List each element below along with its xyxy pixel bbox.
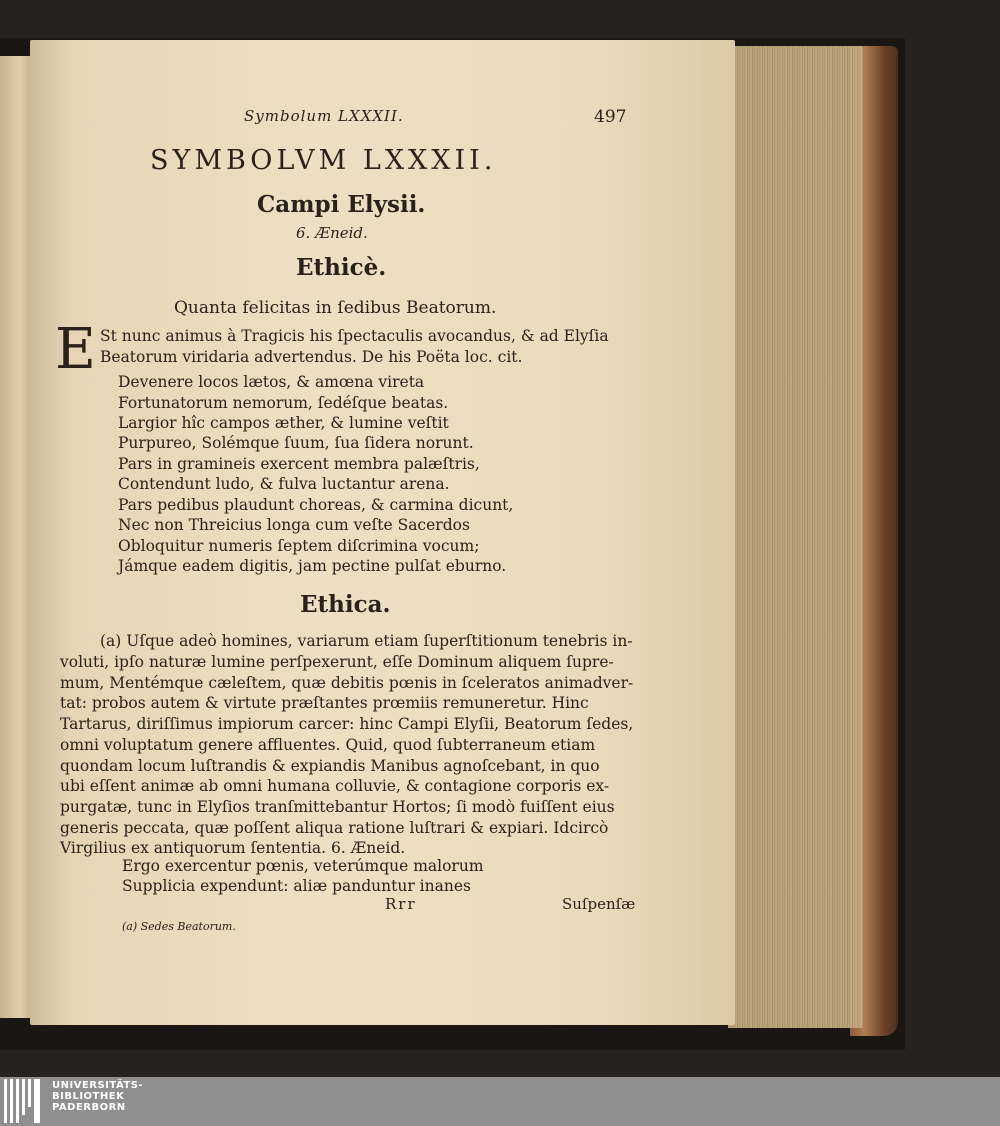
library-name-line: BIBLIOTHEK [52, 1091, 125, 1102]
verse-line: Pars pedibus plaudunt choreas, & carmina dicunt, [118, 496, 514, 514]
paragraph-line: quondam locum luſtrandis & expiandis Manibus agnoſcebant, in quo [60, 757, 600, 775]
running-head: Symbolum LXXXII. [244, 107, 404, 125]
page-block-edges [728, 46, 863, 1028]
verse-line: Fortunatorum nemorum, ſedéſque beatas. [118, 394, 449, 412]
footnote: (a) Sedes Beatorum. [122, 920, 236, 933]
page-title: SYMBOLVM LXXXII. [150, 145, 497, 176]
catchword: Suſpenſæ [562, 895, 636, 913]
library-footer [0, 1077, 1000, 1126]
paragraph-line: purgatæ, tunc in Elyſios tranſmittebantur Hortos; ſi modò fuiſſent eius [60, 798, 615, 816]
verse-line: Purpureo, Solémque ſuum, ſua ſidera norunt. [118, 434, 474, 452]
paragraph-line: (a) Uſque adeò homines, variarum etiam ſuperſtitionum tenebris in- [100, 632, 633, 650]
verse-line: Contendunt ludo, & fulva luctantur arena. [118, 475, 450, 493]
paragraph-line: generis peccata, quæ poſſent aliqua ratione luſtrari & expiari. Idcircò [60, 819, 609, 837]
library-logo-icon [4, 1079, 46, 1123]
verse-line: Nec non Threicius longa cum veſte Sacerdos [118, 516, 470, 534]
paragraph-line: tat: probos autem & virtute præſtantes prœmiis remuneretur. Hinc [60, 694, 589, 712]
heading-ethice: Ethicè. [296, 254, 387, 281]
intro-line: Beatorum viridaria advertendus. De his Poëta loc. cit. [100, 348, 523, 366]
paragraph-line: ubi eſſent animæ ab omni humana colluvie, & contagione corporis ex- [60, 777, 610, 795]
library-name [52, 1080, 143, 1113]
drop-cap: E [55, 317, 96, 382]
library-name-line: PADERBORN [52, 1102, 126, 1113]
heading-ethica: Ethica. [300, 591, 391, 618]
paragraph-line: Tartarus, diriſſimus impiorum carcer: hinc Campi Elyſii, Beatorum ſedes, [60, 715, 634, 733]
verse-line: Jámque eadem digitis, jam pectine pulſat eburno. [118, 557, 507, 575]
paragraph-line: mum, Mentémque cæleſtem, quæ debitis pœnis in ſceleratos animadver- [60, 674, 634, 692]
closing-verse-line: Ergo exercentur pœnis, veterúmque malorum [122, 857, 484, 875]
source-reference: 6. Æneid. [296, 224, 368, 242]
library-name-line: UNIVERSITÄTS- [52, 1080, 144, 1091]
verse-line: Obloquitur numeris ſeptem diſcrimina vocum; [118, 537, 480, 555]
subtitle: Campi Elysii. [257, 191, 426, 218]
verse-line: Devenere locos lætos, & amœna vireta [118, 373, 425, 391]
verse-line: Largior hîc campos æther, & lumine veſtit [118, 414, 449, 432]
intro-line: St nunc animus à Tragicis his ſpectaculis avocandus, & ad Elyſia [100, 327, 609, 345]
page-number: 497 [594, 107, 627, 127]
paragraph-line: Virgilius ex antiquorum ſententia. 6. Æneid. [60, 839, 406, 857]
verse-line: Pars in gramineis exercent membra palæſtris, [118, 455, 480, 473]
motto: Quanta felicitas in ſedibus Beatorum. [174, 298, 497, 318]
paragraph-line: omni voluptatum genere affluentes. Quid, quod ſubterraneum etiam [60, 736, 596, 754]
paragraph-line: voluti, ipſo naturæ lumine perſpexerunt, eſſe Dominum aliquem ſupre- [60, 653, 614, 671]
closing-verse-line: Supplicia expendunt: aliæ panduntur inanes [122, 877, 471, 895]
left-page-edge [0, 56, 34, 1018]
signature-mark: Rrr [385, 895, 417, 913]
